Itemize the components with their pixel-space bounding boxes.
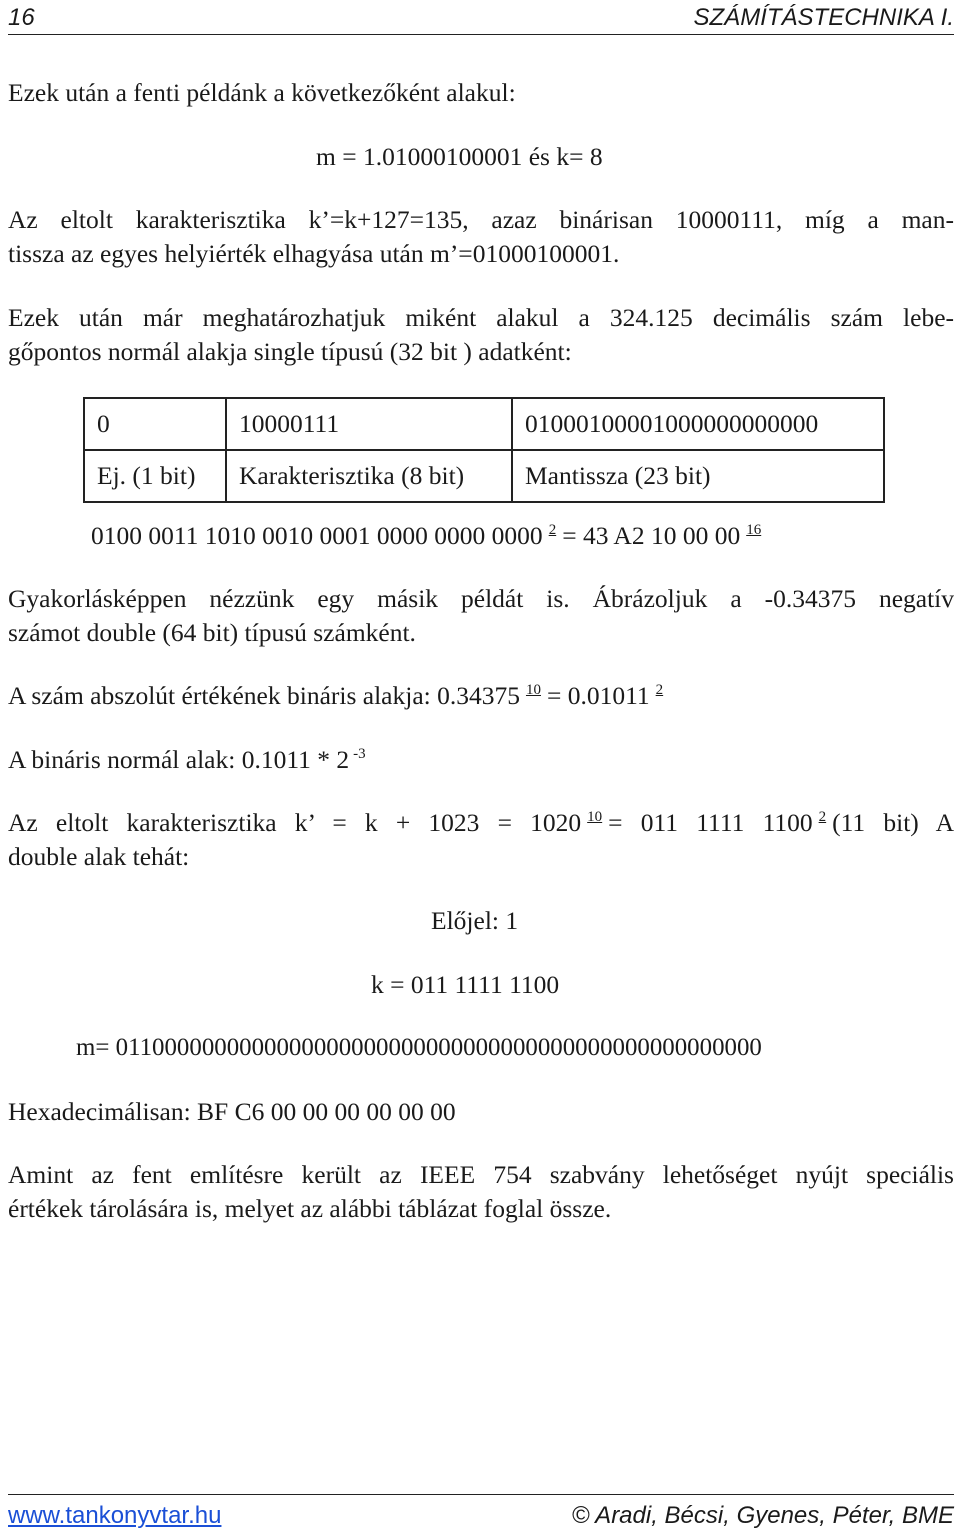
hex-conversion-line: [91, 519, 767, 553]
base-subscript: 2: [655, 682, 664, 698]
text-segment: A bináris normál alak: 0.1011 * 2: [8, 745, 350, 774]
paragraph-line: double alak tehát:: [8, 842, 190, 871]
table-row: [84, 398, 884, 450]
equation-m-k: m = 1.01000100001 és k= 8: [316, 142, 603, 171]
paragraph-line: [8, 806, 954, 840]
base-subscript: 10: [587, 809, 603, 825]
table-cell-sign-value: 0: [84, 398, 226, 450]
table-cell-mantissa-value: 01000100001000000000000: [512, 398, 884, 450]
table-cell-exponent-label: Karakterisztika (8 bit): [226, 450, 512, 502]
mantissa-bits-line: m= 0110000000000000000000000000000000000000000000000000: [76, 1034, 762, 1061]
text-segment: Az eltolt karakterisztika k’ = k + 1023 = 1020: [8, 808, 582, 837]
footer-copyright: © Aradi, Bécsi, Gyenes, Péter, BME: [571, 1502, 954, 1529]
exponent-superscript: -3: [353, 746, 366, 762]
paragraph-line: Amint az fent említésre került az IEEE 754 szabvány lehetőséget nyújt speciális: [8, 1160, 954, 1189]
table-cell-exponent-value: 10000111: [226, 398, 512, 450]
paragraph-ieee754: [8, 1158, 954, 1226]
text-segment: (11 bit) A: [832, 808, 954, 837]
paragraph-line: Gyakorlásképpen nézzünk egy másik példát is. Ábrázoljuk a -0.34375 negatív: [8, 584, 954, 613]
website-link[interactable]: www.tankonyvtar.hu: [8, 1502, 222, 1529]
paragraph-double-exponent: [8, 806, 954, 874]
base-subscript: 2: [548, 522, 557, 538]
paragraph-line: Az eltolt karakterisztika k’=k+127=135, azaz binárisan 10000111, míg a man-: [8, 205, 954, 234]
page-number: 16: [8, 4, 35, 31]
paragraph-double-example: [8, 582, 954, 650]
exponent-bits-line: k = 011 1111 1100: [371, 970, 560, 999]
paragraph-line: Ezek után már meghatározhatjuk miként alakul a 324.125 decimális szám lebe-: [8, 303, 954, 332]
footer-link[interactable]: [8, 1500, 221, 1532]
paragraph-line: tissza az egyes helyiérték elhagyása után m’=01000100001.: [8, 239, 620, 268]
hexadecimal-line: Hexadecimálisan: BF C6 00 00 00 00 00 00: [8, 1097, 456, 1126]
hex-value: = 43 A2 10 00 00: [562, 521, 741, 550]
table-cell-mantissa-label: Mantissza (23 bit): [512, 450, 884, 502]
base-subscript: 16: [746, 522, 762, 538]
text-segment: = 011 1111 1100: [608, 808, 813, 837]
footer-rule: [8, 1494, 954, 1495]
paragraph-binary-form: [8, 679, 669, 713]
paragraph-line: értékek tárolására is, melyet az alábbi táblázat foglal össze.: [8, 1194, 612, 1223]
paragraph-line: számot double (64 bit) típusú számként.: [8, 618, 416, 647]
text-segment: = 0.01011: [546, 681, 650, 710]
paragraph-intro: Ezek után a fenti példánk a következőként alakul:: [8, 78, 516, 107]
binary-value: 0100 0011 1010 0010 0001 0000 0000 0000: [91, 521, 543, 550]
paragraph-single-format: [8, 301, 954, 369]
header-rule: [8, 34, 954, 35]
text-segment: A szám abszolút értékének bináris alakja: 0.34375: [8, 681, 520, 710]
single-format-table: [83, 397, 885, 503]
base-subscript: 10: [525, 682, 541, 698]
table-row: [84, 450, 884, 502]
paragraph-biased-exponent: [8, 203, 954, 271]
sign-bit-line: Előjel: 1: [431, 906, 519, 935]
running-title: SZÁMÍTÁSTECHNIKA I.: [693, 4, 954, 31]
base-subscript: 2: [818, 809, 827, 825]
table-cell-sign-label: Ej. (1 bit): [84, 450, 226, 502]
paragraph-line: gőpontos normál alakja single típusú (32 bit ) adatként:: [8, 337, 572, 366]
paragraph-normal-form: [8, 743, 366, 777]
